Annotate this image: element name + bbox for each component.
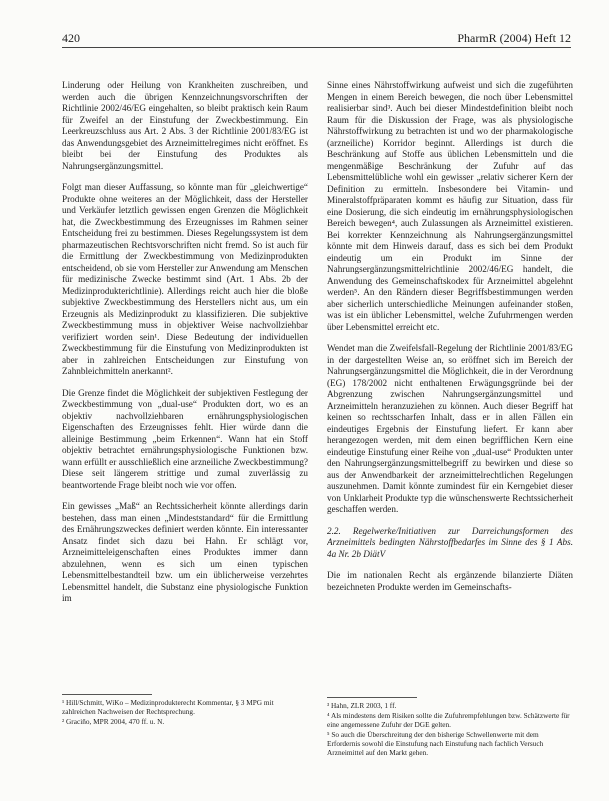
footnote: ⁴ Als mindestens dem Risiken sollte die Zufuhrempfehlungen bzw. Schätzwerte für eine angemessene Zufuhr der DGE gelten. (327, 711, 570, 729)
section-heading: 2.2. Regelwerke/Initiativen zur Darreichungsformen des Arzneimittels bedingten Nährstoffbedarfes im Sinne des § 1 Abs. 4a Nr. 2b DiätV (327, 525, 573, 559)
page-number: 420 (62, 31, 80, 45)
paragraph: Die Grenze findet die Möglichkeit der subjektiven Festlegung der Zweckbestimmung von „dual-use“ Produkten dort, wo es an objektiv nachvollziehbaren ernährungsphysiologischen Eigenschaften des Erzeugnisses fehlt. Hier würde dann die alleinige Bestimmung „beim Erkennen“. Wann hat ein Stoff objektiv betrachtet ernährungsphysiologische Funktionen bzw. wann erfüllt er ausschließlich eine arzneiliche Zweckbestimmung? Diese seit längerem strittige und zumal zuverlässig zu beantwortende Frage bleibt noch wie vor offen. (62, 387, 308, 490)
footnote: ² Graciño, MPR 2004, 470 ff. u. N. (62, 717, 165, 726)
paragraph: Ein gewisses „Maß“ an Rechtssicherheit könnte allerdings darin bestehen, dass man einen „Mindeststandard“ für die Ermittlung des Ernährungszweckes definiert werden könnte. Ein interessanter Ansatz findet sich dazu bei Hahn. Er schlägt vor, Arzneimitteleigenschaften eines Produktes immer dann abzulehnen, wenn es sich um einen typischen Lebensmittelbestandteil bzw. um ein üblicherweise verzehrtes Lebensmittel handelt, die Substanz eine physiologische Funktion im (62, 501, 308, 603)
footnote: ⁵ So auch die Überschreitung der den bisherige Schwellenwerte mit dem Erfordernis sowohl die Einstufung nach Einstufung nach fachlich Versuch Arzneimittel auf den Markt gehen. (327, 730, 544, 757)
paragraph: Linderung oder Heilung von Krankheiten zuschreiben, und werden auch die übrigen Kennzeichnungsvorschriften der Richtlinie 2002/46/EG eingehalten, so bleibt praktisch kein Raum für Zweifel an der Einstufung der Zweckbestimmung. Ein Leerkreuzschluss aus Art. 2 Abs. 3 der Richtlinie 2001/83/EG ist das Anwendungsgebiet des Arzneimittelregimes nicht eröffnet. Es bleibt bei der Einstufung des Produktes als Nahrungsergänzungsmittel. (62, 80, 308, 171)
footnotes-right (327, 701, 573, 758)
footnotes-left (62, 698, 308, 727)
page-header (62, 30, 571, 46)
footnote-rule (327, 697, 417, 698)
journal-citation: PharmR (2004) Heft 12 (457, 31, 571, 45)
paragraph: Wendet man die Zweifelsfall-Regelung der Richtlinie 2001/83/EG in der dargestellten Weise an, so eröffnet sich im Bereich der Nahrungsergänzungsmittel die Möglichkeit, die in der Verordnung (EG) 178/2002 nicht enthaltenen Erwägungsgründe bei der Abgrenzung zwischen Nahrungsergänzungsmittel und Arzneimitteln heranzuziehen zu können. Auch dieser Begriff hat keinen so rechtsscharfen Inhalt, dass er in allen Fällen ein eindeutiges Ergebnis der Einstufung liefert. Er kann aber herangezogen werden, mit dem einen begrifflichen Kern eine eindeutige Einstufung einer Reihe von „dual-use“ Produkten unter den Nahrungsergänzungsmittelbegriff zu bewirken und diese so aus der Anwendbarkeit der arzneimittelrechtlichen Regelungen auszunehmen. Damit könnte zumindest für ein Kerngebiet dieser von Unklarheit Produkte typ die wünschenswerte Rechtssicherheit geschaffen werden. (327, 343, 573, 514)
right-column (327, 80, 573, 694)
header-rule (62, 47, 571, 48)
paragraph: Folgt man dieser Auffassung, so könnte man für „gleichwertige“ Produkte ohne weiteres an der Möglichkeit, dass der Hersteller und Verkäufer letztlich gewissen engen Grenzen die Möglichkeit hat, die Zweckbestimmung des Erzeugnisses im Rahmen seiner Entscheidung frei zu bestimmen. Dieses Regelungssystem ist dem pharmazeutischen Rechtsvorschriften nicht fremd. So ist auch für die Ermittlung der Zweckbestimmung von Medizinprodukten entscheidend, ob sie vom Hersteller zur Anwendung am Menschen für medizinische Zwecke bestimmt sind (Art. 1 Abs. 2b der Medizinprodukterichtlinie). Allerdings reicht auch hier die bloße subjektive Zweckbestimmung des Herstellers nicht aus, um ein Erzeugnis als Medizinprodukt zu klassifizieren. Die subjektive Zweckbestimmung muss in objektiver Weise nachvollziehbar verifiziert worden sein¹. Diese Bedeutung der individuellen Zweckbestimmung für die Einstufung von Medizinprodukten ist aber in zahlreichen Entscheidungen zur Einstufung von Zahnbleichmitteln anerkannt². (62, 182, 308, 376)
footnote: ¹ Hill/Schmitt, WiKo – Medizinprodukterecht Kommentar, § 3 MPG mit zahlreichen Nachweisen der Rechtsprechung. (62, 698, 274, 716)
left-column (62, 80, 308, 692)
footnote-rule (62, 694, 152, 695)
paragraph: Sinne eines Nährstoffwirkung aufweist und sich die zugeführten Mengen in einem Bereich bewegen, die noch über Lebensmittel realisierbar sind³. Auch bei dieser Mindestdefinition bleibt noch Raum für die Diskussion der Frage, was als physiologische Nährstoffwirkung zu betrachten ist und wo der pharmakologische (arzneiliche) Korridor beginnt. Allerdings ist durch die Beschränkung auf Stoffe aus üblichen Lebensmitteln und die mengenmäßige Beschränkung der Zufuhr auf das Lebensmittelübliche wohl ein gewisser „relativ sicherer Kern der Definition zu ermitteln. Insbesondere bei Vitamin- und Mineralstoffpräparaten kommt es häufig zur Situation, dass für eine Dosierung, die sich eindeutig im ernährungsphysiologischen Bereich bewegen⁴, auch Zulassungen als Arzneimittel existieren. Bei korrekter Kennzeichnung als Nahrungsergänzungsmittel könnte mit dem Hinweis darauf, dass es sich bei dem Produkt eindeutig um ein Produkt im Sinne der Nahrungsergänzungsmittelrichtlinie 2002/46/EG handelt, die Anwendung des Gemeinschaftskodex für Arzneimittel abgelehnt werden⁵. An den Rändern dieser Begriffsbestimmungen werden aber sicherlich unterschiedliche Meinungen aufeinander stoßen, was ist ein üblicher Lebensmittel, welche Zufuhrmengen werden über Lebensmittel erreicht etc. (327, 80, 573, 332)
footnote: ³ Hahn, ZLR 2003, 1 ff. (327, 701, 397, 710)
paragraph: Die im nationalen Recht als ergänzende bilanzierte Diäten bezeichneten Produkte werden im Gemeinschafts- (327, 570, 573, 592)
